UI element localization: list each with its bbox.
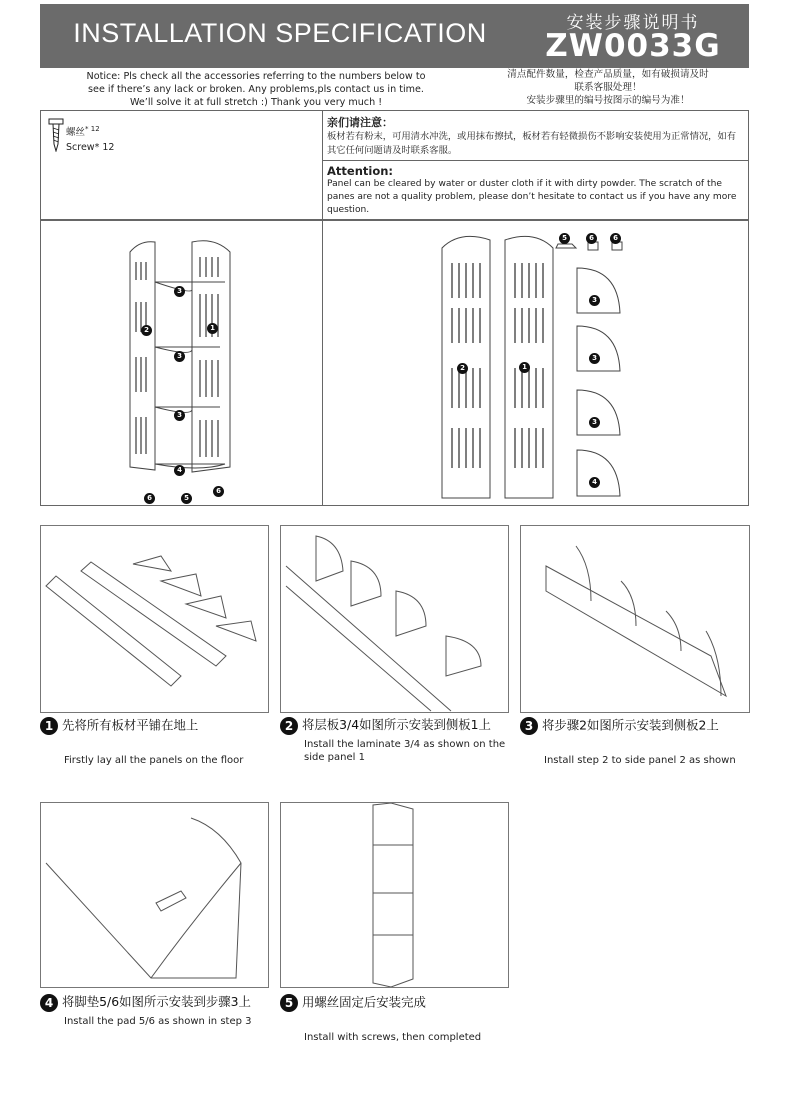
step-4-caption bbox=[40, 994, 272, 1028]
accessory-name-cn bbox=[66, 123, 100, 139]
notice-en-line: see if there’s any lack or broken. Any problems,pls contact us in time. bbox=[88, 84, 424, 95]
number-badge-icon bbox=[174, 457, 185, 476]
notice-cn-line: 清点配件数量，检查产品质量，如有破损请及时 bbox=[507, 69, 709, 80]
badge-label: 3 bbox=[174, 286, 185, 297]
badge-label: 6 bbox=[610, 233, 621, 244]
attention-heading-en: Attention: bbox=[327, 164, 394, 178]
step-1-drawing bbox=[41, 526, 268, 712]
badge-label: 5 bbox=[181, 493, 192, 504]
title-cn: 安装步骤说明书 bbox=[566, 13, 700, 33]
step-number-badge: 3 bbox=[520, 717, 538, 735]
badge-label: 3 bbox=[589, 353, 600, 364]
step-2-caption bbox=[280, 717, 512, 764]
step-4-illustration bbox=[40, 802, 269, 988]
attention-body-cn: 板材若有粉末，可用清水冲洗，或用抹布擦拭，板材若有轻微损伤不影响安装使用为正常情况，如有其它任何问题请及时联系客服。 bbox=[327, 131, 737, 156]
step-2-illustration bbox=[280, 525, 509, 713]
number-badge-icon bbox=[589, 345, 600, 364]
step-5-drawing bbox=[281, 803, 508, 987]
step-number-badge: 2 bbox=[280, 717, 298, 735]
header-banner bbox=[40, 4, 749, 68]
number-badge-icon bbox=[174, 343, 185, 362]
badge-label: 5 bbox=[559, 233, 570, 244]
step-title-cn: 用螺丝固定后安装完成 bbox=[301, 994, 426, 1010]
assembled-shelf-diagram bbox=[120, 232, 260, 502]
number-badge-icon bbox=[457, 355, 468, 374]
step-5-caption bbox=[280, 994, 512, 1044]
step-title-cn: 将脚垫5/6如图所示安装到步骤3上 bbox=[62, 994, 251, 1009]
number-badge-icon bbox=[589, 409, 600, 428]
accessory-name-en: Screw* 12 bbox=[66, 142, 115, 153]
number-badge-icon bbox=[610, 225, 621, 244]
step-title-en: Install with screws, then completed bbox=[304, 1032, 482, 1043]
step-4-drawing bbox=[41, 803, 268, 987]
badge-label: 1 bbox=[207, 323, 218, 334]
badge-label: 3 bbox=[174, 410, 185, 421]
number-badge-icon bbox=[181, 485, 192, 504]
attention-cn-block bbox=[327, 114, 745, 157]
notice-cn-line: 安装步骤里的编号按图示的编号为准！ bbox=[526, 95, 690, 106]
step-title-cn: 先将所有板材平铺在地上 bbox=[61, 717, 199, 733]
accessory-label: 螺丝 bbox=[66, 127, 86, 139]
step-2-drawing bbox=[281, 526, 508, 712]
title-en: INSTALLATION SPECIFICATION bbox=[73, 18, 487, 48]
notice-en-line: We’ll solve it at full stretch :) Thank you very much ! bbox=[129, 97, 383, 108]
number-badge-icon bbox=[589, 469, 600, 488]
step-title-en: Install step 2 to side panel 2 as shown bbox=[544, 755, 736, 766]
notice-cn-line: 联系客服处理！ bbox=[574, 82, 642, 93]
badge-label: 6 bbox=[213, 486, 224, 497]
badge-label: 6 bbox=[586, 233, 597, 244]
step-number-badge: 5 bbox=[280, 994, 298, 1012]
badge-label: 3 bbox=[589, 417, 600, 428]
step-3-illustration bbox=[520, 525, 750, 713]
number-badge-icon bbox=[144, 485, 155, 504]
badge-label: 6 bbox=[144, 493, 155, 504]
number-badge-icon bbox=[207, 315, 218, 334]
attention-heading-cn: 亲们请注意： bbox=[327, 116, 393, 129]
badge-label: 4 bbox=[174, 465, 185, 476]
number-badge-icon bbox=[213, 478, 224, 497]
step-title-en: Firstly lay all the panels on the floor bbox=[64, 755, 244, 766]
notice-cn bbox=[478, 68, 738, 107]
step-title-cn: 将步骤2如图所示安装到侧板2上 bbox=[541, 717, 719, 733]
step-number-badge: 4 bbox=[40, 994, 58, 1012]
step-number-badge: 1 bbox=[40, 717, 58, 735]
accessory-qty: * 12 bbox=[85, 125, 100, 133]
step-title-en: Install the laminate 3/4 as shown on the side panel 1 bbox=[304, 739, 506, 763]
step-1-caption bbox=[40, 717, 272, 767]
number-badge-icon bbox=[174, 278, 185, 297]
model-number: ZW0033G bbox=[545, 28, 721, 64]
number-badge-icon bbox=[141, 317, 152, 336]
step-5-illustration bbox=[280, 802, 509, 988]
step-1-illustration bbox=[40, 525, 269, 713]
badge-label: 3 bbox=[589, 295, 600, 306]
attention-body-en: Panel can be cleared by water or duster cloth if it with dirty powder. The scratch of the panes are not a quality problem, please don’t hesitate to contact us if you have any more question. bbox=[327, 179, 737, 215]
step-3-drawing bbox=[521, 526, 749, 712]
number-badge-icon bbox=[559, 225, 570, 244]
step-3-caption bbox=[520, 717, 752, 767]
divider bbox=[322, 160, 749, 161]
step-title-en: Install the pad 5/6 as shown in step 3 bbox=[64, 1016, 252, 1027]
badge-label: 2 bbox=[457, 363, 468, 374]
number-badge-icon bbox=[174, 402, 185, 421]
number-badge-icon bbox=[586, 225, 597, 244]
notice-en-line: Notice: Pls check all the accessories referring to the numbers below to bbox=[86, 71, 426, 82]
number-badge-icon bbox=[589, 287, 600, 306]
number-badge-icon bbox=[519, 354, 530, 373]
attention-en-block bbox=[327, 164, 747, 217]
step-title-cn: 将层板3/4如图所示安装到侧板1上 bbox=[302, 717, 491, 732]
badge-label: 2 bbox=[141, 325, 152, 336]
badge-label: 4 bbox=[589, 477, 600, 488]
badge-label: 3 bbox=[174, 351, 185, 362]
badge-label: 1 bbox=[519, 362, 530, 373]
screw-icon bbox=[48, 118, 64, 152]
notice-en bbox=[70, 70, 442, 109]
